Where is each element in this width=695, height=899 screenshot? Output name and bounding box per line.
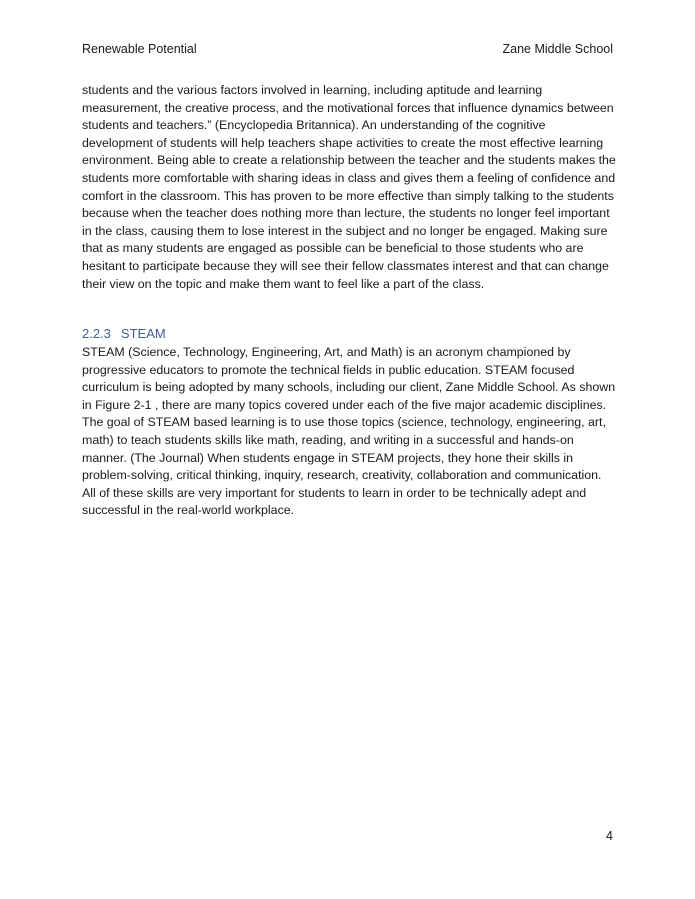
header-title: Renewable Potential [82, 42, 197, 56]
section-title: STEAM [120, 326, 166, 341]
section-number: 2.2.3 [82, 326, 111, 341]
paragraph-steam: STEAM (Science, Technology, Engineering, Art, and Math) is an acronym championed by progressive educators to promote the technical fields in public education. STEAM focused curriculum is being adopted by many schools, including our client, Zane Middle School. As shown in Figure 2-1 , there are many topics covered under each of the five major academic disciplines. The goal of STEAM based learning is to use those topics (science, technology, engineering, art, math) to teach students skills like math, reading, and writing in a successful and hands-on manner. (The Journal) When students engage in STEAM projects, they hone their skills in problem-solving, critical thinking, inquiry, research, creativity, collaboration and communication. All of these skills are very important for students to learn in order to be technically adept and successful in the real-world workplace. [82, 345, 616, 518]
page-number: 4 [606, 829, 613, 843]
section-heading [82, 325, 166, 342]
paragraph-continued: students and the various factors involved in learning, including aptitude and learning measurement, the creative process, and the motivational forces that influence dynamics between students and teachers.” (Encyclopedia Britannica). An understanding of the cognitive development of students will help teachers shape activities to create the most effective learning environment. Being able to create a relationship between the teacher and the students makes the students more comfortable with sharing ideas in class and gives them a feeling of confidence and comfort in the classroom. This has proven to be more effective than simply talking to the students because when the teacher does nothing more than lecture, the students no longer feel important in the class, causing them to lose interest in the subject and no longer be engaged. Making sure that as many students are engaged as possible can be beneficial to those students who are hesitant to participate because they will see their fellow classmates interest and that can change their view on the topic and make them want to feel like a part of the class. [82, 83, 616, 291]
header-school: Zane Middle School [502, 42, 613, 56]
